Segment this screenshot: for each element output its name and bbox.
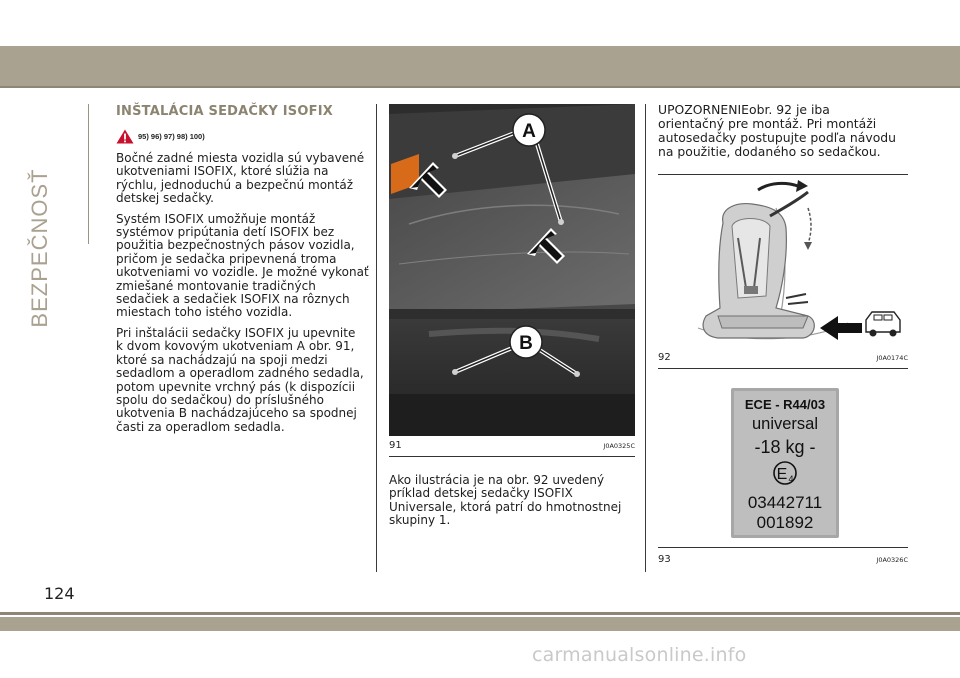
footer-band: [0, 617, 960, 631]
figure-91-code: J0A0325C: [603, 442, 635, 450]
figure-92-child-seat-illustration: [658, 178, 908, 346]
figure-91-photo: [389, 104, 635, 436]
label-ece-standard: ECE - R44/03: [744, 397, 826, 412]
section-heading: INŠTALÁCIA SEDAČKY ISOFIX: [116, 104, 333, 119]
column-3-text: [658, 103, 908, 159]
figure-93-caption: [658, 554, 908, 565]
figure-93-code: J0A0326C: [876, 556, 908, 564]
figure-91-number: 91: [389, 440, 402, 451]
figure-91-caption-rule: [389, 456, 635, 457]
figure-92-code: J0A0174C: [876, 354, 908, 362]
footer-rule: [0, 612, 960, 615]
caution-paragraph: UPOZORNENIEobr. 92 je iba orientačný pre montáž. Pri montáži autosedačky postupujte podľa návodu na použitie, dodaného so sedačkou.: [658, 102, 896, 159]
paragraph-1: Bočné zadné miesta vozidla sú vybavené ukotveniami ISOFIX, ktoré slúžia na rýchlu, jednoduchú a bezpečnú montáž detskej sedačky.: [116, 151, 365, 206]
figure-93-number: 93: [658, 554, 671, 565]
section-title-rule: [88, 104, 89, 244]
page-number: 124: [44, 584, 75, 603]
label-serial-number: 001892: [756, 513, 814, 532]
watermark: carmanualsonline.info: [532, 644, 747, 666]
figure-92-caption-rule: [658, 368, 908, 369]
warning-refs: 95) 96) 97) 98) 100): [138, 132, 205, 141]
column-1: [116, 104, 370, 434]
label-e-country: 4: [788, 474, 794, 484]
header-band: [0, 46, 960, 86]
label-b: B: [519, 333, 533, 354]
paragraph-2: Systém ISOFIX umožňuje montáž systémov pripútania detí ISOFIX bez použitia bezpečnostných pásov vozidla, pričom je sedačka pripevnená troma ukotveniami vo vozidle. Je možné vykonať zmiešané montovanie tradičných sedačiek a sedačiek ISOFIX na rôznych miestach toho istého vozidla.: [116, 211, 369, 320]
header-band-rule: [0, 86, 960, 88]
figure-92-caption: [658, 352, 908, 363]
label-weight: -18 kg -: [754, 437, 816, 457]
label-universal: universal: [751, 415, 819, 433]
figure-92-top-rule: [658, 174, 908, 175]
top-margin: [0, 0, 960, 46]
label-approval-number: 03442711: [747, 493, 823, 512]
direction-arrow-icon: [820, 316, 862, 340]
label-e-mark: E: [776, 466, 788, 483]
figure-93-caption-rule: [658, 547, 908, 548]
column-divider-2: [645, 104, 646, 572]
label-a: A: [522, 121, 536, 142]
paragraph-4: Ako ilustrácia je na obr. 92 uvedený príklad detskej sedačky ISOFIX Universale, ktorá patrí do hmotnostnej skupiny 1.: [389, 473, 622, 528]
paragraph-3: Pri inštalácii sedačky ISOFIX ju upevnite k dvom kovovým ukotveniam A obr. 91, ktoré sa nachádzajú na spoji medzi sedadlom a operadlom zadného sedadla, potom upevnite vrchný pás (k dispozícii spolu do sedačkou) do príslušného ukotvenia B nachádzajúceho sa spodnej časti za operadlom sedadla.: [116, 325, 364, 434]
figure-92-number: 92: [658, 352, 671, 363]
column-divider-1: [376, 104, 377, 572]
car-silhouette-icon: [866, 312, 900, 337]
warning-reference: [116, 129, 370, 144]
section-title: BEZPEČNOSŤ: [27, 168, 52, 328]
column-2-text: [389, 474, 635, 528]
warning-triangle-icon: [116, 129, 134, 144]
figure-91-caption: [389, 440, 635, 451]
figure-93-ece-label: [658, 378, 908, 546]
